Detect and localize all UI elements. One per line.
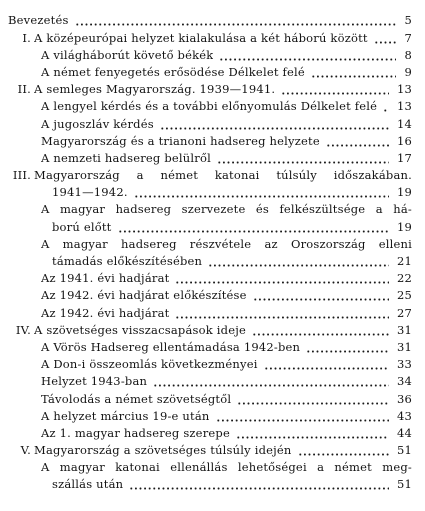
page-number: 22: [396, 271, 412, 286]
section-title: A német fenyegetés erősödése Délkelet felé: [41, 64, 305, 79]
toc-section: [0, 64, 425, 81]
page-number: 31: [396, 322, 412, 337]
section-title: A nemzeti hadsereg belülről: [41, 150, 211, 165]
page-number: 19: [396, 185, 412, 200]
toc-section: [0, 459, 425, 476]
chapter-title: Magyarország a szövetséges túlsúly idején: [34, 443, 292, 458]
table-of-contents: [0, 12, 425, 493]
entry-title: Bevezetés: [8, 13, 69, 28]
toc-entry-introduction: [0, 12, 425, 29]
toc-chapter-2: [0, 81, 425, 98]
page-number: 9: [404, 64, 412, 79]
page-number: 43: [396, 408, 412, 423]
leader-dots: [236, 425, 389, 442]
leader-dots: [253, 287, 389, 304]
section-title: A magyar hadsereg részvétele az Oroszország elleni: [41, 236, 412, 251]
leader-dots: [306, 339, 389, 356]
leader-dots: [374, 30, 397, 47]
toc-section: [0, 408, 425, 425]
leader-dots: [175, 270, 388, 287]
leader-dots: [216, 408, 389, 425]
leader-dots: [153, 373, 389, 390]
section-title: A jugoszláv kérdés: [41, 116, 154, 131]
leader-dots: [208, 253, 389, 270]
toc-section: [0, 373, 425, 390]
page-number: 51: [396, 443, 412, 458]
leader-dots: [75, 12, 397, 29]
leader-dots: [129, 476, 389, 493]
page-number: 33: [396, 357, 412, 372]
section-title: Az 1941. évi hadjárat: [41, 271, 170, 286]
section-title: A helyzet március 19-e után: [41, 408, 210, 423]
page-number: 17: [396, 150, 412, 165]
chapter-number: III.: [12, 168, 31, 183]
toc-chapter-5: [0, 442, 425, 459]
toc-section: [0, 391, 425, 408]
page-number: 36: [396, 391, 412, 406]
toc-section: [0, 236, 425, 253]
leader-dots: [281, 81, 389, 98]
page-number: 34: [396, 374, 412, 389]
section-title-continued: szállás után: [52, 477, 124, 492]
leader-dots: [134, 184, 389, 201]
toc-section: [0, 287, 425, 304]
leader-dots: [298, 442, 389, 459]
toc-chapter-3-continued: [0, 184, 425, 201]
page-number: 13: [396, 82, 412, 97]
page-number: 13: [396, 99, 412, 114]
section-title: A magyar katonai ellenállás lehetőségei a német meg-: [41, 460, 412, 475]
toc-section: [0, 116, 425, 133]
toc-section: [0, 356, 425, 373]
toc-section: [0, 305, 425, 322]
leader-dots: [326, 133, 389, 150]
toc-section: [0, 98, 425, 115]
toc-section: [0, 133, 425, 150]
leader-dots: [175, 305, 388, 322]
page-number: 14: [396, 116, 412, 131]
leader-dots: [383, 98, 389, 115]
page-number: 51: [396, 477, 412, 492]
page-number: 44: [396, 425, 412, 440]
chapter-number: II.: [17, 82, 31, 97]
chapter-title: A semleges Magyarország. 1939—1941.: [34, 82, 276, 97]
toc-section: [0, 339, 425, 356]
section-title: Helyzet 1943-ban: [41, 374, 148, 389]
page-number: 19: [396, 219, 412, 234]
section-title-continued: ború előtt: [52, 219, 112, 234]
leader-dots: [311, 64, 397, 81]
leader-dots: [219, 47, 396, 64]
toc-section: [0, 201, 425, 218]
toc-section-continued: [0, 219, 425, 236]
chapter-title: A szövetséges visszacsapások ideje: [34, 322, 246, 337]
leader-dots: [160, 116, 389, 133]
section-title: A magyar hadsereg szervezete és felkészültsége a há-: [41, 202, 412, 217]
page-number: 8: [404, 47, 412, 62]
section-title: A világháborút követő békék: [41, 47, 214, 62]
page-number: 5: [404, 13, 412, 28]
chapter-title: Magyarország a német katonai túlsúly időszakában.: [34, 168, 412, 183]
section-title: A Vörös Hadsereg ellentámadása 1942-ben: [41, 339, 301, 354]
toc-section: [0, 150, 425, 167]
chapter-number: I.: [22, 30, 31, 45]
leader-dots: [264, 356, 389, 373]
section-title: A Don-i összeomlás következményei: [41, 357, 258, 372]
section-title: Magyarország és a trianoni hadsereg helyzete: [41, 133, 320, 148]
section-title: Az 1. magyar hadsereg szerepe: [41, 425, 230, 440]
toc-section: [0, 270, 425, 287]
section-title: Az 1942. évi hadjárat: [41, 305, 170, 320]
section-title: A lengyel kérdés és a további előnyomulás Délkelet felé: [41, 99, 377, 114]
toc-section: [0, 425, 425, 442]
toc-chapter-1: [0, 30, 425, 47]
toc-section-continued: [0, 253, 425, 270]
page-number: 31: [396, 339, 412, 354]
leader-dots: [118, 219, 389, 236]
toc-section-continued: [0, 476, 425, 493]
chapter-title: A középeurópai helyzet kialakulása a két háború között: [34, 30, 368, 45]
page-number: 25: [396, 288, 412, 303]
section-title: Az 1942. évi hadjárat előkészítése: [41, 288, 247, 303]
toc-chapter-4: [0, 322, 425, 339]
page-number: 21: [396, 254, 412, 269]
page-number: 7: [404, 30, 412, 45]
page-number: 27: [396, 305, 412, 320]
section-title: Távolodás a német szövetségtől: [41, 391, 232, 406]
leader-dots: [252, 322, 389, 339]
toc-section: [0, 47, 425, 64]
page-number: 16: [396, 133, 412, 148]
leader-dots: [237, 391, 389, 408]
chapter-title-continued: 1941—1942.: [52, 185, 128, 200]
toc-chapter-3: [0, 167, 425, 184]
chapter-number: IV.: [15, 322, 31, 337]
chapter-number: V.: [20, 443, 31, 458]
section-title-continued: támadás előkészítésében: [52, 254, 203, 269]
leader-dots: [217, 150, 389, 167]
